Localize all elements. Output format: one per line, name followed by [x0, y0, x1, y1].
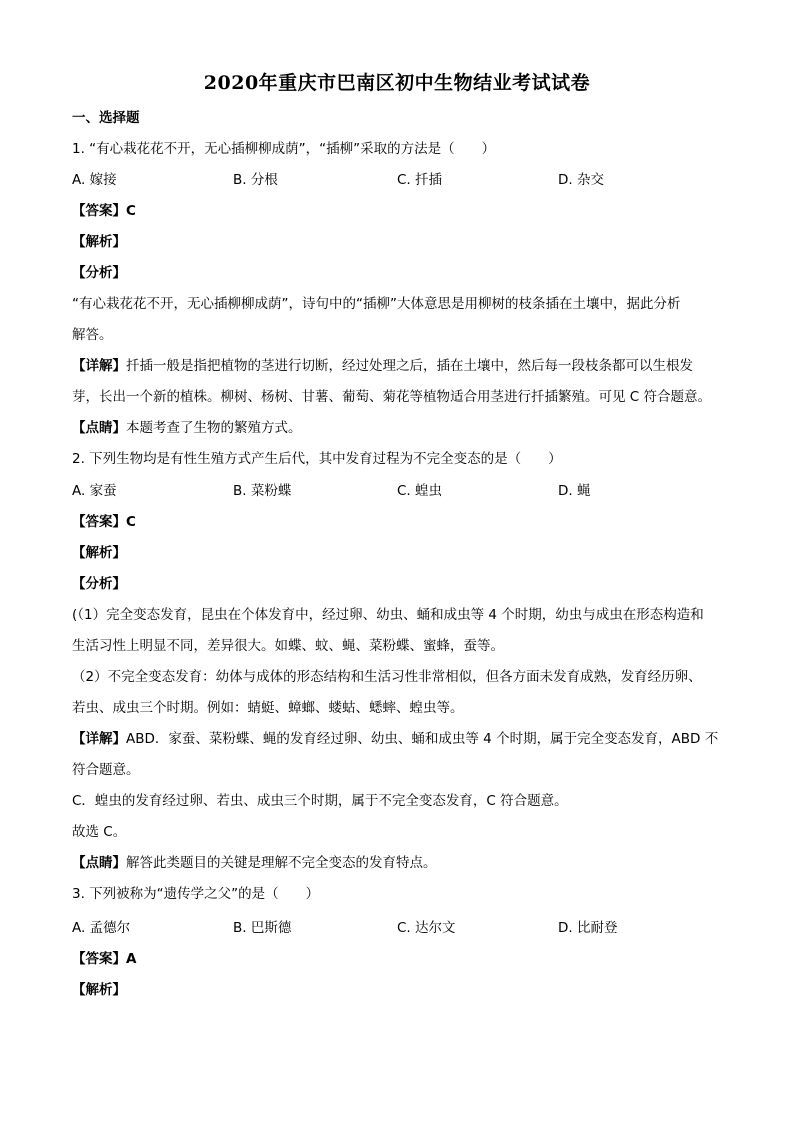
q1-fenxi-tag: 【分析】: [72, 265, 126, 281]
q3-option-a: A. 孟德尔: [72, 920, 131, 936]
q1-option-c: C. 扦插: [397, 172, 443, 188]
q2-fenxi-text: 生活习性上明显不同，差异很大。如蝶、蚊、蝇、菜粉蝶、蜜蜂，蚕等。: [72, 638, 504, 654]
answer-value: C: [126, 203, 136, 219]
q3-analysis-tag: 【解析】: [72, 982, 126, 998]
question-1-stem: 1. “有心栽花花不开，无心插柳柳成荫”，“插柳”采取的方法是（ ）: [72, 141, 496, 157]
q1-option-d: D. 杂交: [558, 172, 604, 188]
q1-analysis-tag: 【解析】: [72, 234, 126, 250]
q1-option-b: B. 分根: [233, 172, 278, 188]
q3-answer: 【答案】A: [72, 951, 137, 967]
q2-option-d: D. 蝇: [558, 483, 591, 499]
question-3-stem: 3. 下列被称为“遗传学之父”的是（ ）: [72, 886, 320, 902]
q2-fenxi-text: (（1）完全变态发育，昆虫在个体发育中，经过卵、幼虫、蛹和成虫等 4 个时期，幼虫与成虫在形态构造和: [72, 607, 704, 623]
q2-analysis-tag: 【解析】: [72, 545, 126, 561]
q2-detail-text: C．蝗虫的发育经过卵、若虫、成虫三个时期，属于不完全变态发育，C 符合题意。: [72, 793, 568, 809]
q2-comment: 【点睛】解答此类题目的关键是理解不完全变态的发育特点。: [72, 855, 437, 871]
q2-conclusion: 故选 C。: [72, 824, 127, 840]
q2-option-a: A. 家蚕: [72, 483, 117, 499]
q2-fenxi-tag: 【分析】: [72, 576, 126, 592]
q2-detail-text: 符合题意。: [72, 762, 140, 778]
q2-option-b: B. 菜粉蝶: [233, 483, 292, 499]
q2-fenxi-text: 若虫、成虫三个时期。例如：蜻蜓、蟑螂、蝼蛄、蟋蟀、蝗虫等。: [72, 700, 464, 716]
q1-answer: [72, 201, 136, 221]
q2-fenxi-text: （2）不完全变态发育：幼体与成体的形态结构和生活习性非常相似，但各方面未发育成熟，发育经历卵、: [72, 669, 702, 685]
q1-detail: 【详解】扦插一般是指把植物的茎进行切断，经过处理之后，插在土壤中，然后每一段枝条都可以生根发: [72, 358, 693, 374]
q1-option-a: A. 嫁接: [72, 172, 117, 188]
q1-detail-text: 芽，长出一个新的植株。柳树、杨树、甘薯、葡萄、菊花等植物适合用茎进行扦插繁殖。可见 C 符合题意。: [72, 389, 712, 405]
q2-detail: 【详解】ABD．家蚕、菜粉蝶、蝇的发育经过卵、幼虫、蛹和成虫等 4 个时期，属于完全变态发育，ABD 不: [72, 731, 719, 747]
q1-comment: 【点睛】本题考查了生物的繁殖方式。: [72, 420, 302, 436]
section-heading: 一、选择题: [72, 110, 140, 126]
q1-fenxi-text: 解答。: [72, 327, 113, 343]
q3-option-c: C. 达尔文: [397, 920, 456, 936]
q2-option-c: C. 蝗虫: [397, 483, 443, 499]
q3-option-b: B. 巴斯德: [233, 920, 292, 936]
q3-option-d: D. 比耐登: [558, 920, 618, 936]
q2-answer: 【答案】C: [72, 514, 136, 530]
question-2-stem: 2. 下列生物均是有性生殖方式产生后代，其中发育过程为不完全变态的是（ ）: [72, 451, 562, 467]
q1-fenxi-text: “有心栽花花不开，无心插柳柳成荫”，诗句中的“插柳”大体意思是用柳树的枝条插在土壤中，据此分析: [72, 296, 681, 312]
page-title: 2020年重庆市巴南区初中生物结业考试试卷: [203, 72, 591, 94]
answer-tag: 【答案】: [72, 203, 126, 219]
